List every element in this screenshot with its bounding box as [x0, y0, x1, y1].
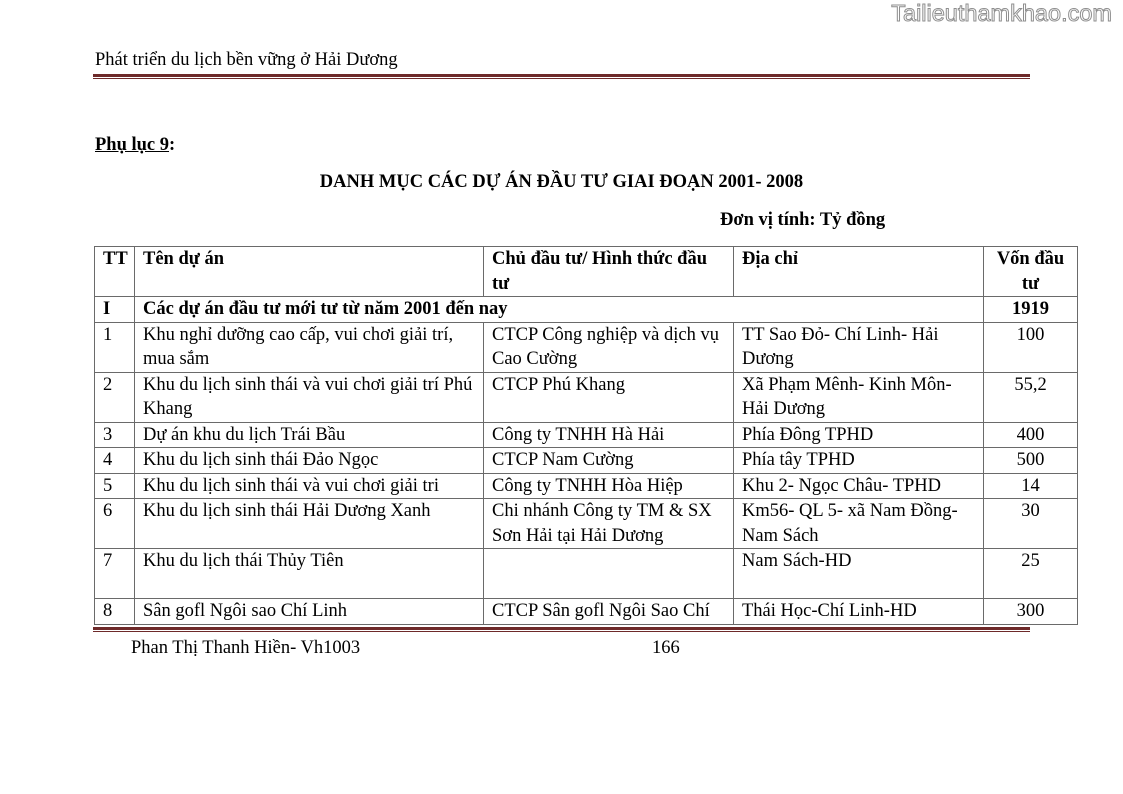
capital: 100 [984, 322, 1078, 372]
row-number: 5 [95, 473, 135, 499]
table-header-row [95, 247, 1078, 297]
address: Km56- QL 5- xã Nam Đồng- Nam Sách [734, 499, 984, 549]
investor: CTCP Phú Khang [484, 372, 734, 422]
column-header-investor: Chủ đầu tư/ Hình thức đầu tư [484, 247, 734, 297]
row-number: 3 [95, 422, 135, 448]
section-row [95, 297, 1078, 323]
appendix-heading [95, 132, 175, 158]
row-number: 8 [95, 599, 135, 625]
section-capital-total: 1919 [984, 297, 1078, 323]
address: Phía Đông TPHD [734, 422, 984, 448]
project-name: Khu du lịch sinh thái và vui chơi giải trí Phú Khang [135, 372, 484, 422]
investor: CTCP Sân gofl Ngôi Sao Chí [484, 599, 734, 625]
investor: CTCP Nam Cường [484, 448, 734, 474]
project-name: Khu du lịch sinh thái Đảo Ngọc [135, 448, 484, 474]
investor: Công ty TNHH Hòa Hiệp [484, 473, 734, 499]
row-number: 7 [95, 549, 135, 599]
column-header-no: TT [95, 247, 135, 297]
appendix-label-colon: : [169, 135, 176, 155]
investor: Chi nhánh Công ty TM & SX Sơn Hải tại Hải Dương [484, 499, 734, 549]
investor [484, 549, 734, 599]
header-rule [93, 74, 1030, 79]
capital: 14 [984, 473, 1078, 499]
capital: 25 [984, 549, 1078, 599]
capital: 30 [984, 499, 1078, 549]
row-number: 4 [95, 448, 135, 474]
row-number: 1 [95, 322, 135, 372]
address: Nam Sách-HD [734, 549, 984, 599]
table-row [95, 473, 1078, 499]
address: Khu 2- Ngọc Châu- TPHD [734, 473, 984, 499]
row-number: 2 [95, 372, 135, 422]
appendix-label: Phụ lục 9 [95, 135, 170, 155]
project-name: Sân gofl Ngôi sao Chí Linh [135, 599, 484, 625]
capital: 400 [984, 422, 1078, 448]
table-row [95, 549, 1078, 599]
table-row [95, 599, 1078, 625]
project-name: Khu nghỉ dưỡng cao cấp, vui chơi giải trí, mua sắm [135, 322, 484, 372]
table-row [95, 499, 1078, 549]
column-header-capital: Vốn đầu tư [984, 247, 1078, 297]
address: Xã Phạm Mênh- Kinh Môn- Hải Dương [734, 372, 984, 422]
page-number: 166 [652, 638, 680, 658]
row-number: 6 [95, 499, 135, 549]
document-title: DANH MỤC CÁC DỰ ÁN ĐẦU TƯ GIAI ĐOẠN 2001- 2008 [319, 172, 804, 192]
address: Thái Học-Chí Linh-HD [734, 599, 984, 625]
column-header-address: Địa chỉ [734, 247, 984, 297]
table-row [95, 422, 1078, 448]
table-row [95, 322, 1078, 372]
capital: 500 [984, 448, 1078, 474]
section-number: I [95, 297, 135, 323]
investor: CTCP Công nghiệp và dịch vụ Cao Cường [484, 322, 734, 372]
running-header-title: Phát triển du lịch bền vững ở Hải Dương [95, 50, 398, 70]
capital: 55,2 [984, 372, 1078, 422]
project-name: Khu du lịch sinh thái và vui chơi giải tri [135, 473, 484, 499]
address: TT Sao Đỏ- Chí Linh- Hải Dương [734, 322, 984, 372]
footer-rule [93, 627, 1030, 632]
project-name: Khu du lịch sinh thái Hải Dương Xanh [135, 499, 484, 549]
capital: 300 [984, 599, 1078, 625]
project-name: Khu du lịch thái Thủy Tiên [135, 549, 484, 599]
section-title: Các dự án đầu tư mới tư từ năm 2001 đến nay [135, 297, 984, 323]
projects-table [94, 246, 1078, 625]
watermark-text: Tailieuthamkhao.com [891, 0, 1112, 26]
investor: Công ty TNHH Hà Hải [484, 422, 734, 448]
unit-note: Đơn vị tính: Tỷ đồng [720, 210, 886, 230]
column-header-name: Tên dự án [135, 247, 484, 297]
table-row [95, 448, 1078, 474]
footer-author: Phan Thị Thanh Hiền- Vh1003 [131, 638, 361, 658]
project-name: Dự án khu du lịch Trái Bầu [135, 422, 484, 448]
table-row [95, 372, 1078, 422]
address: Phía tây TPHD [734, 448, 984, 474]
